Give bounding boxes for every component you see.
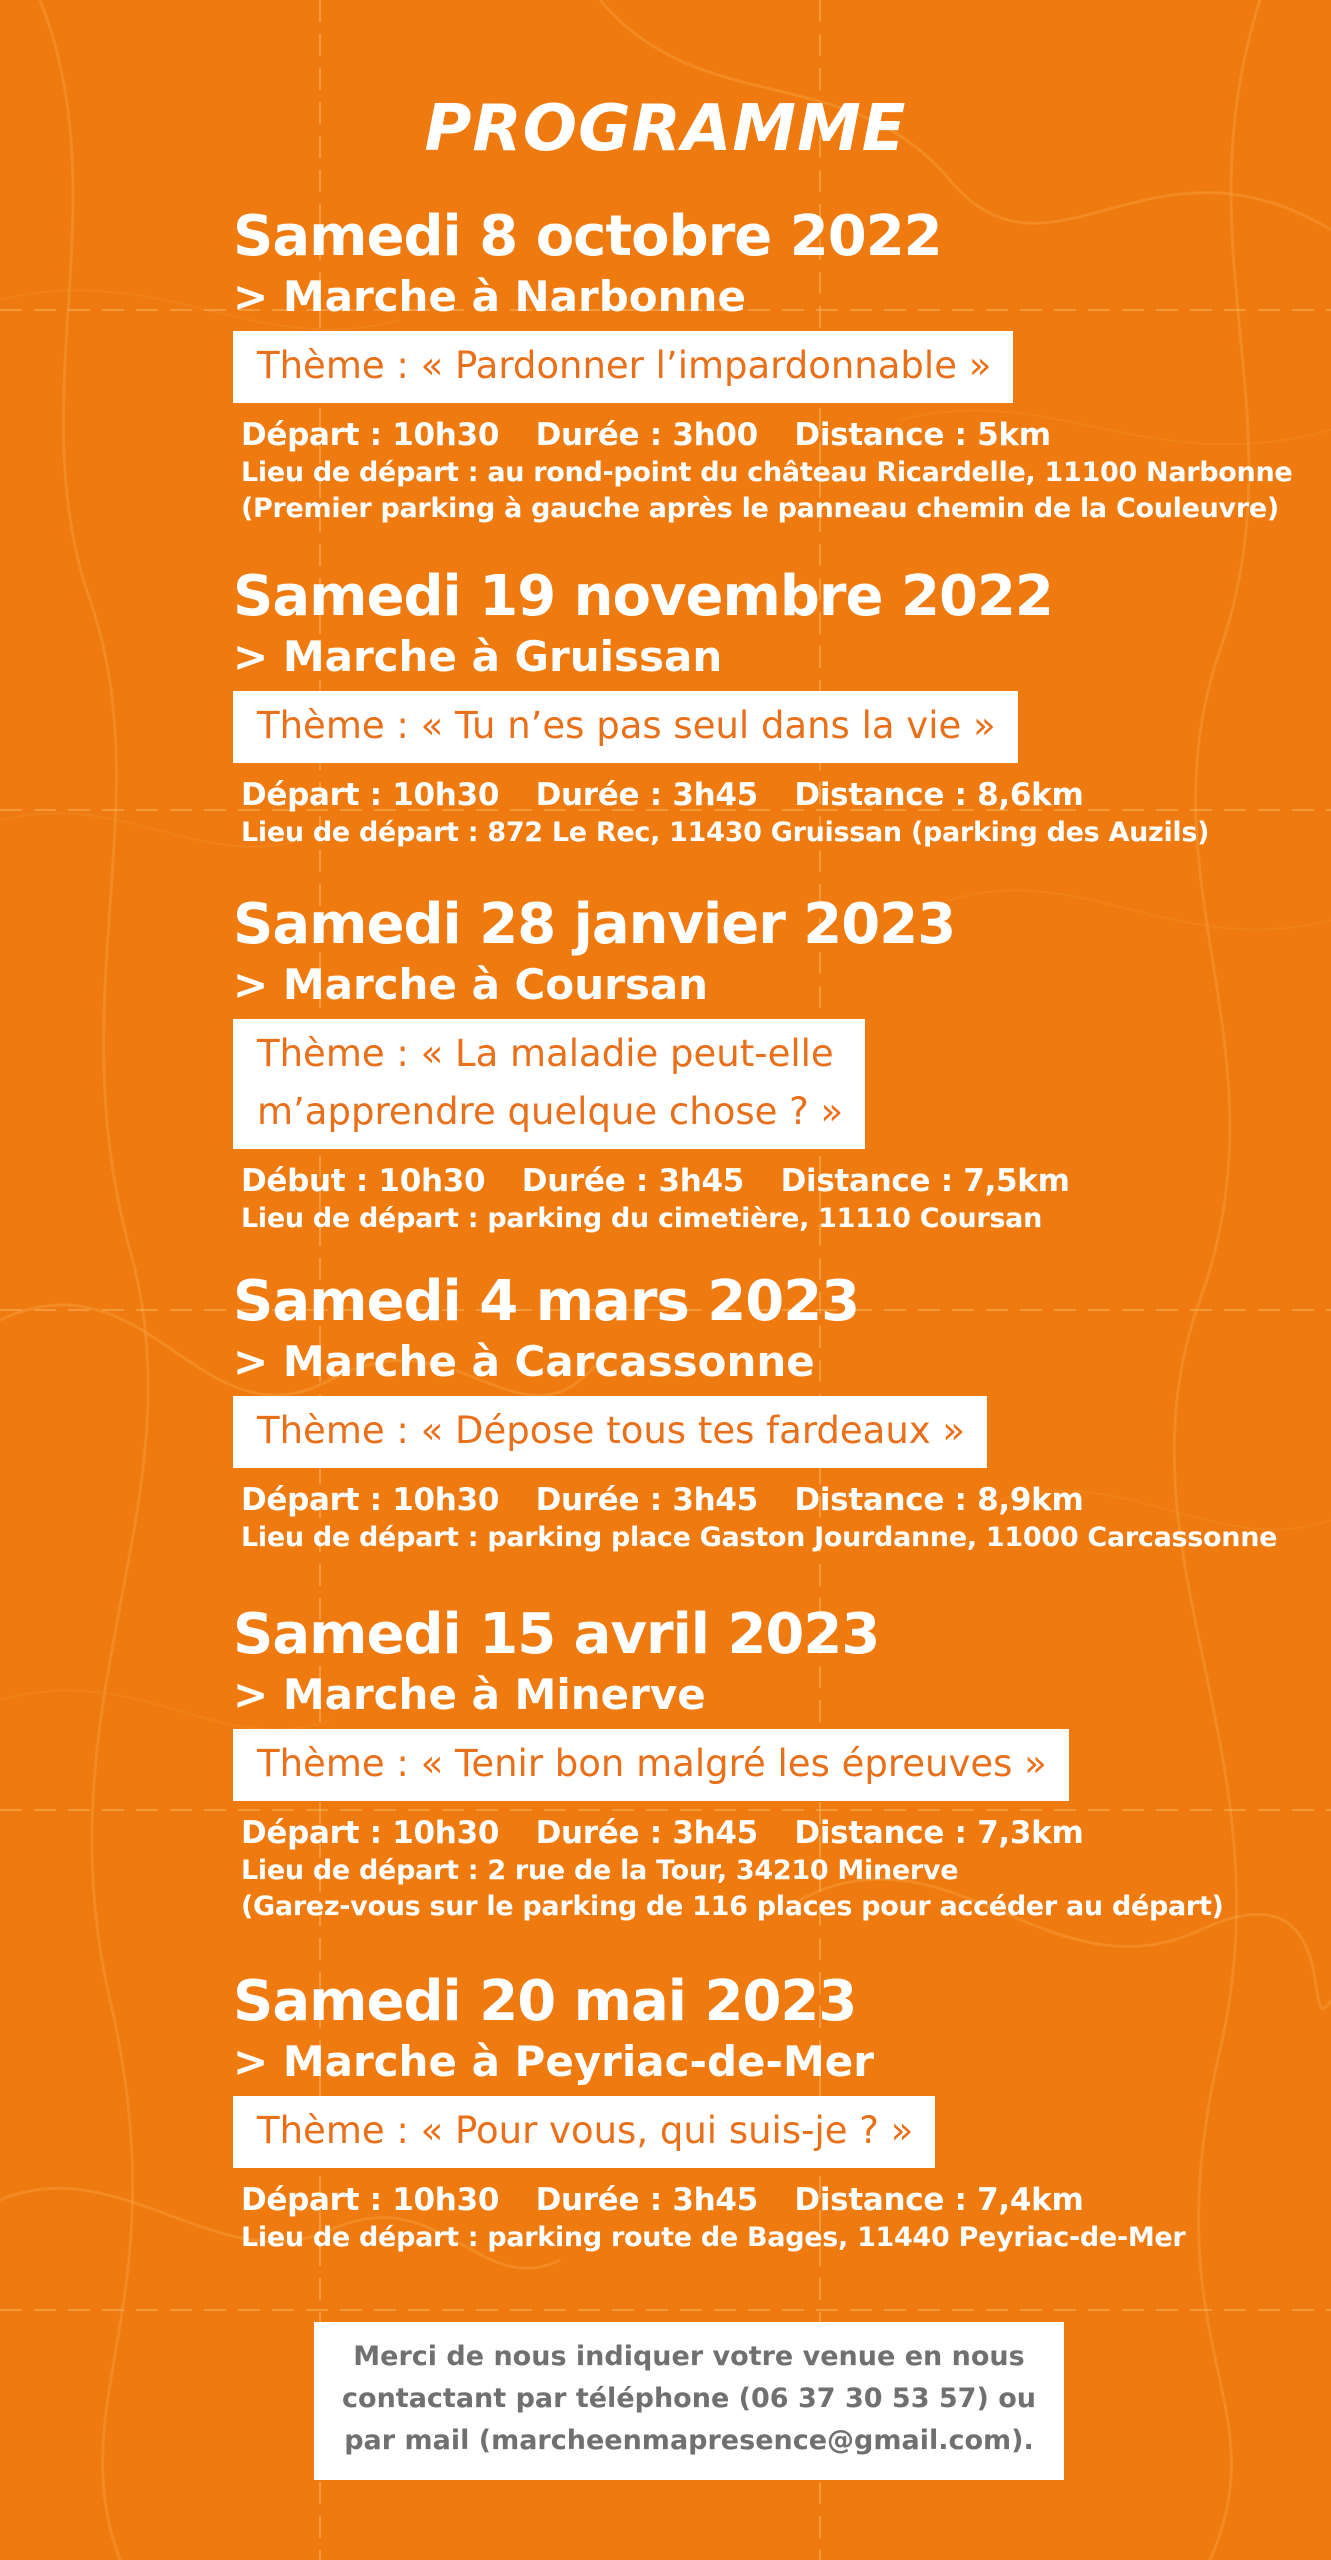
event-theme: Thème : « Pardonner l’impardonnable » bbox=[233, 331, 1013, 403]
page-title: PROGRAMME bbox=[424, 92, 907, 166]
contact-line: Merci de nous indiquer votre venue en nous bbox=[353, 2341, 1025, 2372]
event-depart: Départ : 10h30 bbox=[241, 2182, 500, 2218]
event-theme-line: Thème : « La maladie peut-elle bbox=[257, 1032, 834, 1075]
event-date: Samedi 4 mars 2023 bbox=[233, 1269, 860, 1334]
event-walk: > Marche à Gruissan bbox=[233, 632, 723, 681]
event-note: (Garez-vous sur le parking de 116 places pour accéder au départ) bbox=[241, 1891, 1224, 1922]
event-minerve bbox=[233, 1603, 1224, 1925]
event-distance: Distance : 7,3km bbox=[794, 1815, 1084, 1851]
event-lieu: Lieu de départ : 2 rue de la Tour, 34210 Minerve bbox=[241, 1855, 959, 1886]
event-date: Samedi 28 janvier 2023 bbox=[233, 892, 956, 957]
event-lieu: Lieu de départ : au rond-point du château Ricardelle, 11100 Narbonne bbox=[241, 457, 1293, 488]
event-lieu: Lieu de départ : parking route de Bages, 11440 Peyriac-de-Mer bbox=[241, 2222, 1186, 2253]
event-duree: Durée : 3h45 bbox=[535, 2182, 758, 2218]
event-walk: > Marche à Minerve bbox=[233, 1670, 706, 1719]
event-lieu: Lieu de départ : parking du cimetière, 11110 Coursan bbox=[241, 1203, 1043, 1234]
event-date: Samedi 8 octobre 2022 bbox=[233, 204, 942, 269]
event-distance: Distance : 8,9km bbox=[794, 1482, 1084, 1518]
event-info bbox=[233, 1480, 1277, 1520]
event-distance: Distance : 5km bbox=[794, 417, 1051, 453]
event-theme: Thème : « Tu n’es pas seul dans la vie » bbox=[233, 691, 1018, 763]
event-walk: > Marche à Carcassonne bbox=[233, 1337, 815, 1386]
event-info bbox=[233, 1161, 1096, 1201]
event-walk: > Marche à Coursan bbox=[233, 960, 709, 1009]
contact-line: par mail (marcheenmapresence@gmail.com). bbox=[344, 2425, 1034, 2456]
event-theme: Thème : « Tenir bon malgré les épreuves » bbox=[233, 1729, 1069, 1801]
event-walk: > Marche à Peyriac-de-Mer bbox=[233, 2037, 874, 2086]
event-distance: Distance : 7,4km bbox=[794, 2182, 1084, 2218]
event-duree: Durée : 3h45 bbox=[535, 1482, 758, 1518]
event-theme: Thème : « Pour vous, qui suis-je ? » bbox=[233, 2096, 935, 2168]
event-duree: Durée : 3h00 bbox=[535, 417, 758, 453]
event-date: Samedi 20 mai 2023 bbox=[233, 1969, 857, 2034]
event-narbonne bbox=[233, 205, 1292, 527]
event-date: Samedi 19 novembre 2022 bbox=[233, 564, 1053, 629]
event-theme-line: m’apprendre quelque chose ? » bbox=[257, 1090, 844, 1133]
event-distance: Distance : 8,6km bbox=[794, 777, 1084, 813]
event-duree: Durée : 3h45 bbox=[535, 777, 758, 813]
event-gruissan bbox=[233, 565, 1209, 851]
event-depart: Départ : 10h30 bbox=[241, 777, 500, 813]
event-lieu: Lieu de départ : 872 Le Rec, 11430 Gruissan (parking des Auzils) bbox=[241, 817, 1210, 848]
event-lieu: Lieu de départ : parking place Gaston Jourdanne, 11000 Carcassonne bbox=[241, 1522, 1278, 1553]
event-info bbox=[233, 415, 1292, 455]
event-duree: Durée : 3h45 bbox=[521, 1163, 745, 1199]
event-duree: Durée : 3h45 bbox=[535, 1815, 758, 1851]
event-info bbox=[233, 1813, 1224, 1853]
event-walk: > Marche à Narbonne bbox=[233, 272, 746, 321]
event-coursan bbox=[233, 893, 1096, 1237]
event-depart: Début : 10h30 bbox=[241, 1163, 486, 1199]
event-peyriac bbox=[233, 1970, 1185, 2256]
event-date: Samedi 15 avril 2023 bbox=[233, 1602, 880, 1667]
event-note: (Premier parking à gauche après le panneau chemin de la Couleuvre) bbox=[241, 493, 1279, 524]
event-carcassonne bbox=[233, 1270, 1277, 1556]
event-distance: Distance : 7,5km bbox=[780, 1163, 1070, 1199]
event-info bbox=[233, 2180, 1185, 2220]
event-info bbox=[233, 775, 1209, 815]
contact-box bbox=[314, 2322, 1064, 2480]
event-theme: Thème : « Dépose tous tes fardeaux » bbox=[233, 1396, 987, 1468]
contact-line: contactant par téléphone (06 37 30 53 57) ou bbox=[342, 2383, 1036, 2414]
event-depart: Départ : 10h30 bbox=[241, 417, 500, 453]
event-depart: Départ : 10h30 bbox=[241, 1815, 500, 1851]
event-theme bbox=[233, 1019, 865, 1149]
event-depart: Départ : 10h30 bbox=[241, 1482, 500, 1518]
